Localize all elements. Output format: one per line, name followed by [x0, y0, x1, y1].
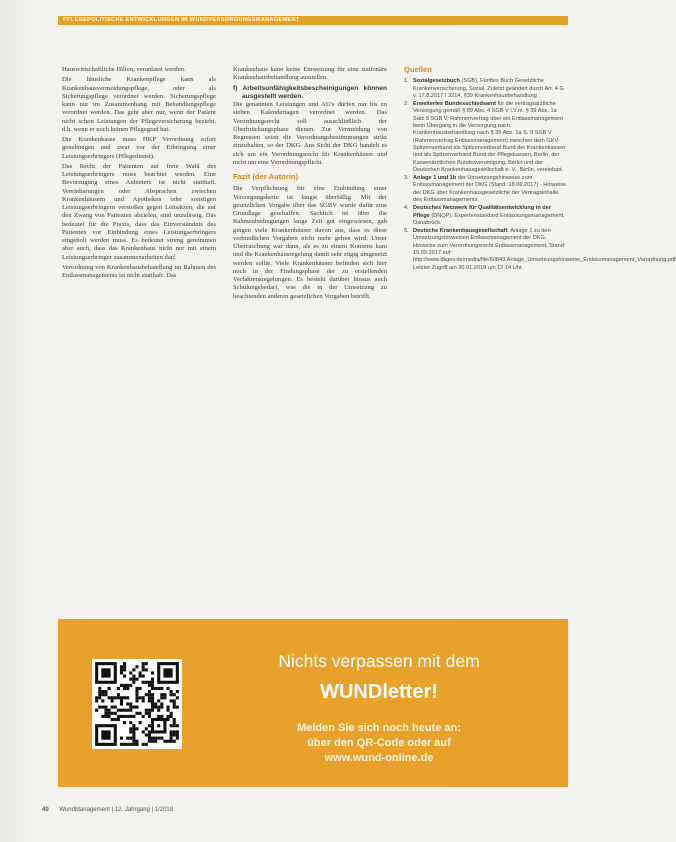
paragraph: Die genannten Leistungen und AU's dürfen nur bis zu sieben Kalendertagen verordnet werden. Das Verordnungsrecht soll ausschließlich der Überbrückungsphase dienen. Zur Vermeidung von Regressen seien die Verordnungsbestimmungen strikt einzuhalten, so der DKG. Aus Sicht der DKG handelt es sich um ein Verordnungsrecht für Krankenhäuser und nicht um eine Verordnungspflicht. — [233, 101, 387, 166]
sources-list — [404, 78, 676, 272]
paragraph: Die Krankenkasse muss HKP Verordnung sofort genehmigen und zwar vor der Erbringung einer Leistungserbringers (Pflegedienst). — [62, 136, 216, 160]
list-item — [404, 228, 676, 272]
list-item — [404, 78, 566, 100]
source-text: (SGB), Fünftes Buch Gesetzliche Krankenversicherung, Sozial. Zuletzt geändert durch Art. 4 G v. 17.8.2017 I 3214, §39 Krankenhausbehandlung. — [413, 78, 564, 99]
list-item — [404, 101, 566, 174]
source-number: 5. — [404, 228, 409, 235]
fazit-heading: Fazit (der Autorin) — [233, 172, 299, 181]
fazit-text: Die Verpflichtung für eine Einbindung einer Versorgungskette ist längst überfällig. Mit der gesetzlichen Vorgabe über das SGBV wurde dafür eine Grundlage geschaffen. Sachlich ist über die Rahmenbedingungen lange Zeit gut eingewiesen, gab gingen viele Krankenhäuser davon aus, dass es diese verbindlichen Vorgaben nicht mehr geben wird. Unser Überraschung war dann, als es zu einem Konsens kam und die Krankenhausregelung damit sehr zügig umgesetzt werden sollte. Viele Krankenhäuser befinden sich hier noch in der Findungsphase der zu erstellenden Verfahrensregelungen. Es besteht darüber hinaus auch Schulungsbedarf, was die in der Umsetzung zu beachtenden anderen gesetzlichen Vorgaben betrifft. — [233, 185, 387, 300]
source-title: Sozialgesetzbuch — [413, 78, 460, 85]
source-number: 3. — [404, 175, 409, 182]
banner-cta — [190, 721, 568, 766]
column-2 — [233, 66, 387, 303]
page-number: 40 — [42, 807, 49, 813]
journal-info: WundManagement | 12. Jahrgang | 1/2018 — [59, 807, 174, 813]
list-item: f) Arbeitsunfähigkeitsbescheinigungen können ausgestellt werden. — [233, 84, 387, 100]
source-text: : Anlage 1 zu den Umsetzungshinweisen Entlassmanagement der DKG, Hinweise zum Verordnungsrecht Entlassmanagement, Stand: 15.09.2017 auf: http://www.dkgev.de/media/file/60843.Anlage_Umsetzungshinweise_Entlassmanagement_Verordnung.pdf Letzter Zugriff am 30.01.2018 um 12:14 Uhr. — [413, 228, 676, 271]
banner-cta-line: Melden Sie sich noch heute an: — [297, 722, 461, 734]
paragraph: Das Recht der Patienten auf freie Wahl des Leistungserbringers muss beachtet werden. Eine Bevorzugung eines Anbieters ist nicht statthaft. Vereinbarungen oder Absprachen zwischen Krankenhäusern und Apotheken oder sonstigen Leistungserbringern verstoßen gegen Leitsätzen, die auf den Zwang von Patienten abzielen, sind unzulässig. Das bedeutet für die Praxis, dass das Einverständnis des Patienten vor Einbindung eines Leistungserbringers eingeholt werden muss. Es bedeutet streng genommen aber auch, dass das Krankenhaus nicht nur mit einem Leistungserbringer zusammenarbeiten darf. — [62, 162, 216, 261]
quellen-heading: Quellen — [404, 65, 432, 74]
source-title: Deutsche Krankenhausgesellschaft — [413, 228, 508, 235]
page-footer — [42, 807, 173, 813]
paragraph: Die häusliche Krankenpflege kann als Krankenhausvermeidungspflege, oder als Sicherungspflege verordnet werden. Sicherungspflege kann nur im Zusammenhang mit Behandlungspflege verordnet werden. Das geht aber nur, wenn der Patient nicht schon Leistungen der Pflegeversicherung bezieht, d.h. wenn er noch keinen Pflegegrad hat. — [62, 76, 216, 133]
source-number: 4. — [404, 205, 409, 212]
source-title: Deutsches Netzwerk für Qualitätsentwicklung in der Pflege — [413, 205, 552, 219]
banner-headline: Nichts verpassen mit dem — [278, 651, 480, 671]
column-1 — [62, 66, 216, 282]
qr-code-icon[interactable] — [92, 659, 182, 749]
source-title: Erweitertes Bundesschiedsamt — [413, 101, 497, 108]
banner-brand: WUNDletter! — [320, 681, 438, 703]
banner-cta-line: über den QR-Code oder auf — [307, 737, 451, 749]
list-item — [404, 175, 566, 204]
paragraph: Krankenhaus kann keine Einweisung für eine stationäre Krankenhausbehandlung ausstellen. — [233, 66, 387, 82]
source-text: für die vertragsärztliche Versorgung gemäß § 89 Abs. 4 SGB V i.V.m. § 39 Abs. 1a Satz 9 SGB V, Rahmenvertrag über ein Entlassmanagement beim Übergang in die Versorgung nach Krankenhausbehandlung nach § 39 Abs. 1a S. 9 SGB V (Rahmenvertrag Entlassmanagement) zwischen dem GKV-Spitzenverband als Spitzenverband Bund der Krankenkassen und als Spitzenverband Bund der Pflegekassen, Berlin, der Kassenärztlichen Bundesvereinigung, Berlin und der Deutschen Krankenhausgesellschaft e. V., Berlin, vereinbart. — [413, 101, 566, 173]
running-header: PFLEGEPOLITISCHE ENTWICKLUNGEN IM WUNDVERSORGUNGSMANAGEMENT — [63, 17, 300, 23]
paragraph: Hauswirtschaftliche Hilfen, veranlasst werden. — [62, 66, 186, 73]
column-3 — [404, 65, 676, 273]
source-text: der Umsetzungshinweise zum Entlassmanagement der DKG (Stand: 18.06.2017) - Hinweise der DKG über Krankenhausgesetzliche der Vertragsinhalte des Entlassmanagements. — [413, 175, 566, 203]
source-number: 1. — [404, 78, 409, 85]
source-number: 2. — [404, 101, 409, 108]
list-item — [404, 205, 566, 227]
source-title: Anlage 1 und 1b — [413, 175, 457, 182]
paragraph: Verordnung von Krankenhausbehandlung im Rahmen des Entlassmanagements ist nicht statthaft. Das — [62, 263, 216, 279]
source-text: (DNQP): Expertenstandard Entlassungsmanagement, Osnabrück. — [413, 212, 565, 226]
banner-url-link[interactable]: www.wund-online.de — [324, 752, 434, 764]
